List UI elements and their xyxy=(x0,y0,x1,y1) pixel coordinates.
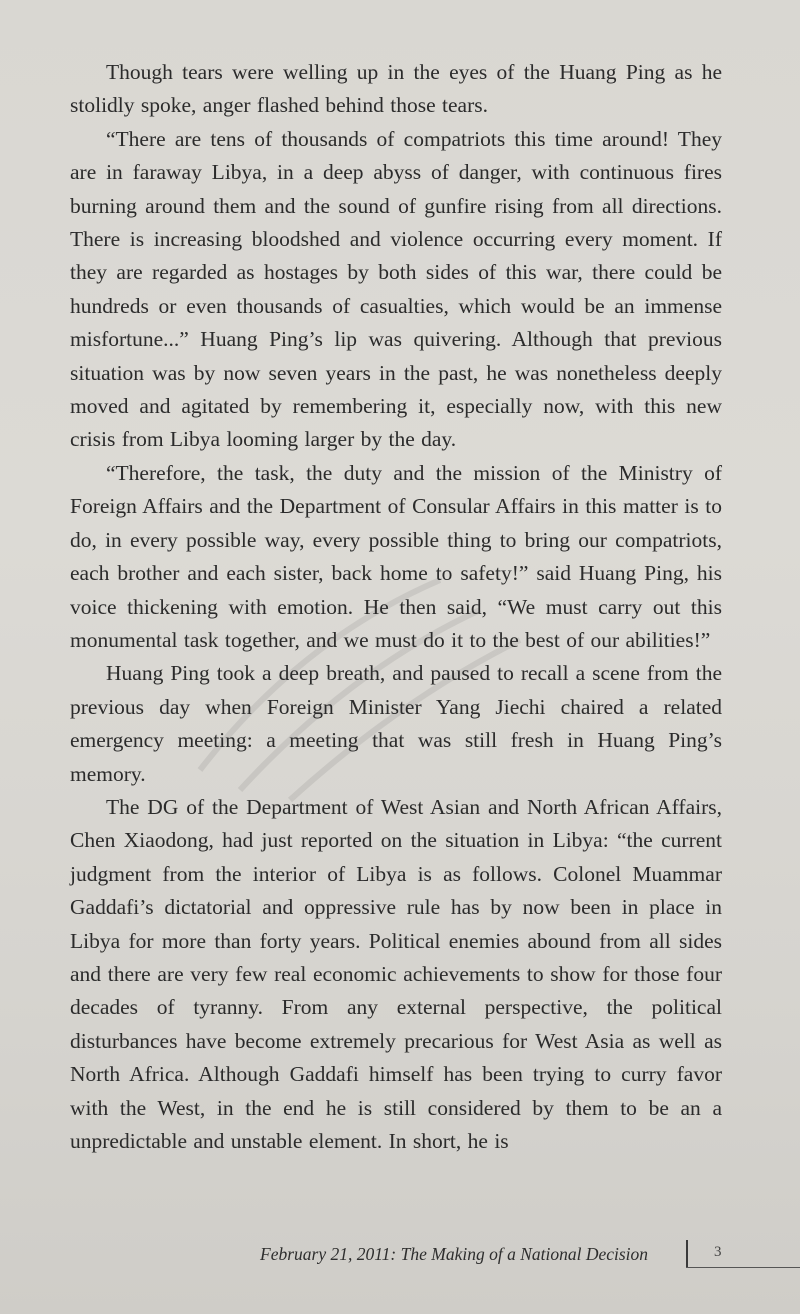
page-body xyxy=(70,56,722,1158)
running-title: February 21, 2011: The Making of a National Decision xyxy=(260,1244,649,1264)
paragraph: Though tears were welling up in the eyes of the Huang Ping as he stolidly spoke, anger flashed behind those tears. xyxy=(70,60,722,118)
page-number: 3 xyxy=(714,1244,722,1260)
paragraph: “Therefore, the task, the duty and the mission of the Ministry of Foreign Affairs and the Department of Consular Affairs in this matter is to do, in every possible way, every possible thing to bring our compatriots, each brother and each sister, back home to safety!” said Huang Ping, his voice thickening with emotion. He then said, “We must carry out this monumental task together, and we must do it to the best of our abilities!” xyxy=(70,460,722,652)
paragraph: “There are tens of thousands of compatriots this time around! They are in faraway Libya, in a deep abyss of danger, with continuous fires burning around them and the sound of gunfire rising from all directions. There is increasing bloodshed and violence occurring every moment. If they are regarded as hostages by both sides of this war, there could be hundreds or even thousands of casualties, which would be an immense misfortune...” Huang Ping’s lip was quivering. Although that previous situation was by now seven years in the past, he was nonetheless deeply moved and agitated by remembering it, especially now, with this new crisis from Libya looming larger by the day. xyxy=(70,126,722,452)
paragraph: The DG of the Department of West Asian and North African Affairs, Chen Xiaodong, had just reported on the situation in Libya: “the current judgment from the interior of Libya is as follows. Colonel Muammar Gaddafi’s dictatorial and oppressive rule has by now been in place in Libya for more than forty years. Political enemies abound from all sides and there are very few real economic achievements to show for those four decades of tyranny. From any external perspective, the political disturbances have become extremely precarious for West Asia as well as North Africa. Although Gaddafi himself has been trying to curry favor with the West, in the end he is still considered by them to be an a unpredictable and unstable element. In short, he is xyxy=(70,794,722,1153)
page-footer xyxy=(0,1238,800,1270)
paragraph: Huang Ping took a deep breath, and paused to recall a scene from the previous day when Foreign Minister Yang Jiechi chaired a related emergency meeting: a meeting that was still fresh in Huang Ping’s memory. xyxy=(70,661,722,786)
footer-rule xyxy=(686,1267,800,1268)
footer-divider xyxy=(686,1240,688,1268)
